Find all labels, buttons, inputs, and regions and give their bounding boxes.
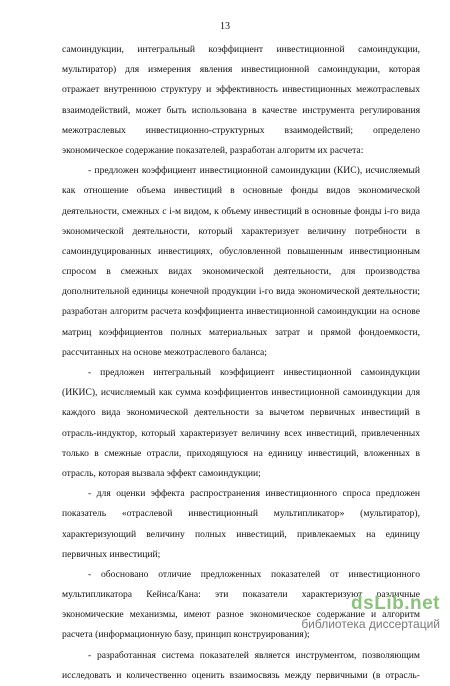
text-line: первичных инвестиций; bbox=[62, 548, 161, 560]
watermark-subtitle: библиотека диссертаций bbox=[301, 617, 440, 631]
text-line: каждого вида экономической деятельности за вычетом первичных инвестиций в bbox=[62, 407, 420, 419]
text-line: - для оценки эффекта распространения инвестиционного спроса предложен bbox=[88, 488, 420, 500]
text-line: - предложен коэффициент инвестиционной самоиндукции (КИС), исчисляемый bbox=[88, 165, 420, 177]
text-line: только в смежные отрасли, приходящуюся на единицу инвестиций, вложенных в bbox=[62, 447, 420, 459]
text-line: спросом в смежных видах экономической деятельности, для производства bbox=[62, 266, 420, 278]
text-line: отражает внутреннюю структуру и эффективность инвестиционных межотраслевых bbox=[62, 84, 420, 96]
text-line: как отношение объема инвестиций в основные фонды видов экономической bbox=[62, 185, 420, 197]
text-line: - обосновано отличие предложенных показателей от инвестиционного bbox=[88, 568, 420, 580]
text-line: самоиндуцированных инвестициях, обусловленной повышенным инвестиционным bbox=[62, 245, 420, 257]
text-line: исследовать и количественно оценить взаимосвязь между первичными (в отрасль- bbox=[62, 669, 420, 681]
text-line: расчета (информационную базу, принцип конструирования); bbox=[62, 629, 310, 641]
text-line: экономические механизмы, имеют разное экономическое содержание и алгоритм bbox=[62, 609, 420, 621]
text-line: мультипликатора Кейнса/Кана: эти показатели характеризуют различные bbox=[62, 589, 420, 601]
text-line: характеризующий величину полных инвестиций, привлекаемых на единицу bbox=[62, 528, 420, 540]
text-line: - предложен интегральный коэффициент инвестиционной самоиндукции bbox=[88, 367, 420, 378]
text-line: дополнительной единицы конечной продукции i-го вида экономической деятельности; bbox=[62, 286, 420, 298]
text-line: взаимодействий, может быть использована в качестве инструмента регулирования bbox=[62, 104, 420, 116]
watermark-logo: dsLib.net bbox=[351, 593, 440, 614]
text-line: показатель «отраслевой инвестиционный мультипликатор» (мультиратор), bbox=[62, 508, 420, 520]
page-number: 13 bbox=[220, 21, 230, 32]
text-line: экономической деятельности, который характеризует величину потребности в bbox=[62, 225, 420, 237]
text-line: деятельности, смежных с i-м видом, к объему инвестиций в основные фонды i-го вида bbox=[62, 205, 420, 217]
text-line: межотраслевых инвестиционно-структурных взаимодействий; определено bbox=[62, 124, 420, 136]
dslib-watermark bbox=[290, 593, 440, 633]
text-line: (ИКИС), исчисляемый как сумма коэффициентов инвестиционной самоиндукции для bbox=[62, 387, 420, 399]
text-line: экономическое содержание показателей, разработан алгоритм их расчета: bbox=[62, 144, 364, 156]
text-line: - разработанная система показателей является инструментом, позволяющим bbox=[88, 649, 420, 661]
text-line: отрасль, которая вызвала эффект самоиндукции; bbox=[62, 467, 261, 479]
text-line: разработан алгоритм расчета коэффициента инвестиционной самоиндукции на основе bbox=[62, 306, 420, 318]
text-line: рассчитанных на основе межотраслевого баланса; bbox=[62, 346, 267, 358]
text-line: мультиратор) для измерения явления инвестиционной самоиндукции, которая bbox=[62, 64, 420, 76]
text-line: матриц коэффициентов полных материальных затрат и прямой фондоемкости, bbox=[62, 326, 420, 338]
text-line: отрасль-индуктор, который характеризует величину всех инвестиций, привлеченных bbox=[62, 427, 420, 439]
text-line: самоиндукции, интегральный коэффициент инвестиционной самоиндукции, bbox=[62, 44, 420, 55]
body-text bbox=[62, 40, 420, 686]
